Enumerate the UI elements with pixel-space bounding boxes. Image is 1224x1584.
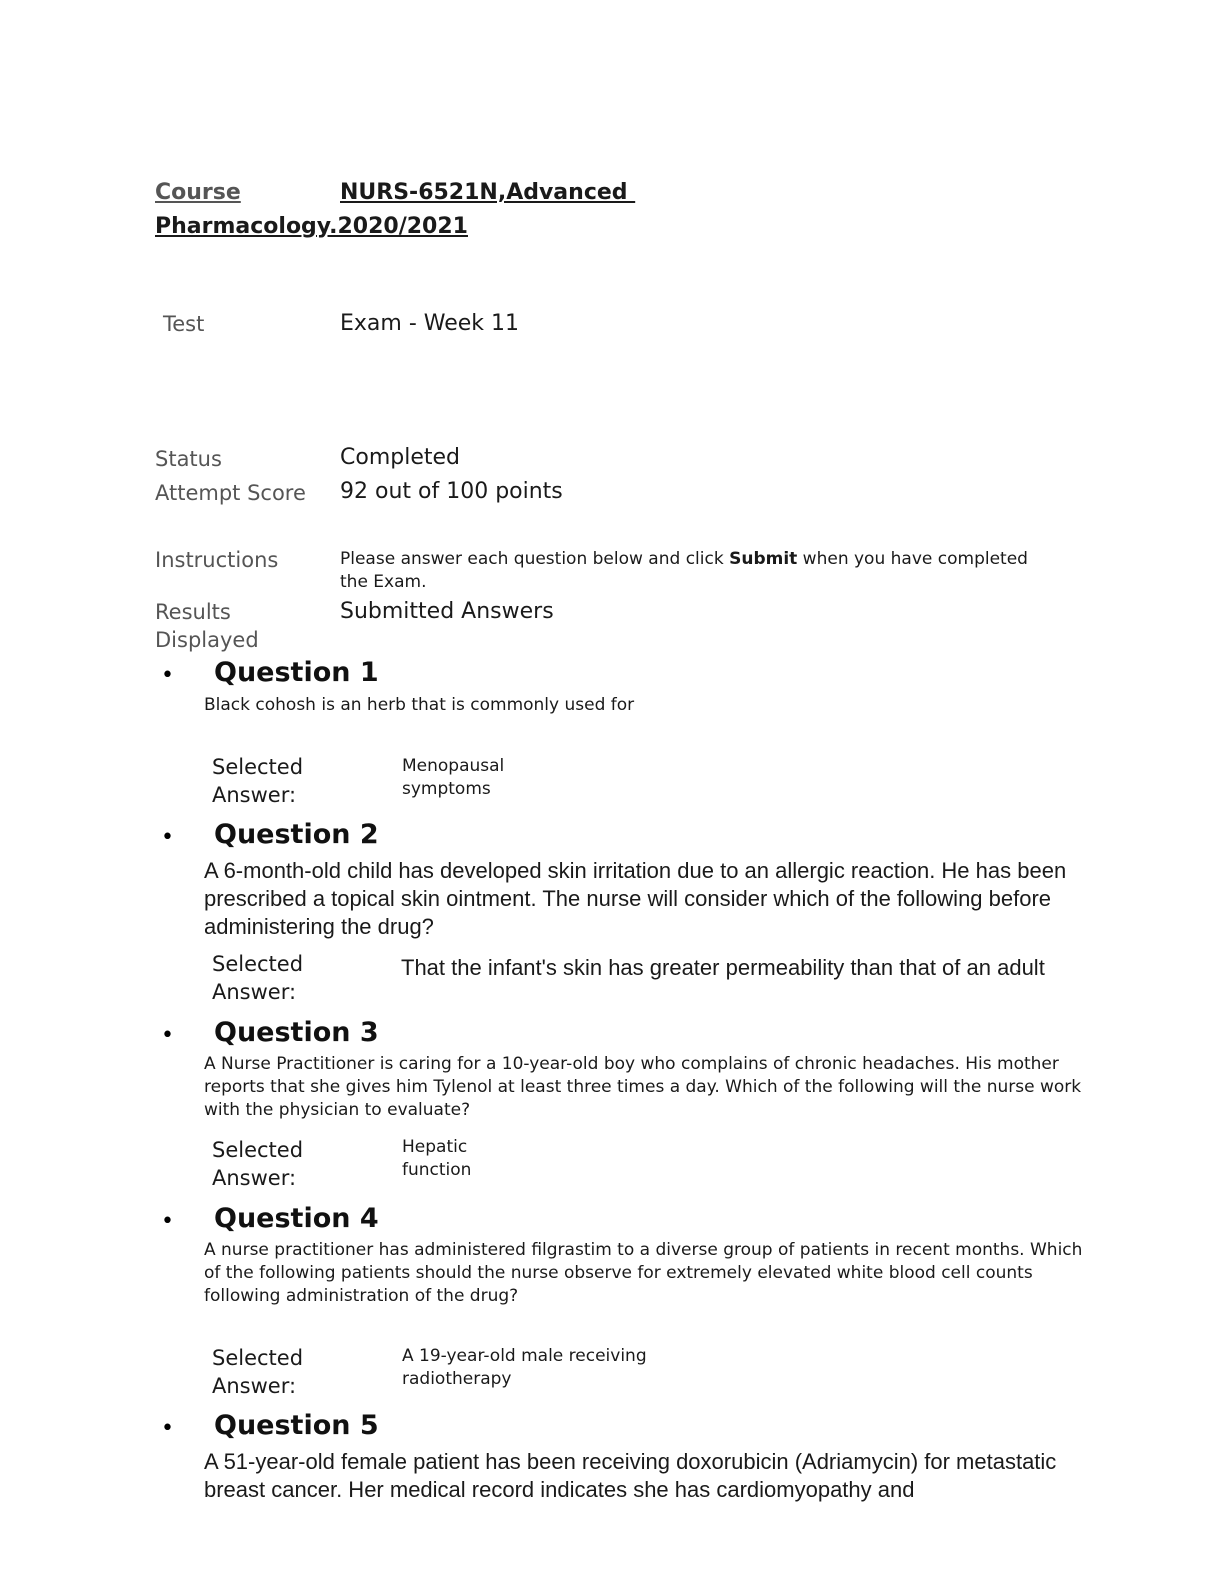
question-title: Question 5 [214,1410,379,1441]
selected-answer: That the infant's skin has greater permeability than that of an adult [401,955,1045,980]
instructions-label: Instructions [155,548,279,572]
selected-label-line2: Answer: [212,783,297,807]
results-displayed-label [155,598,259,654]
selected-answer [402,755,504,801]
course-value-line1: NURS-6521N,Advanced [340,180,636,205]
answer-line2: radiotherapy [402,1369,512,1389]
question-text: A 51-year-old female patient has been receiving doxorubicin (Adriamycin) for metastatic breast cancer. Her medical record indicates she has cardiomyopathy and [204,1449,1057,1502]
instructions-submit-word: Submit [729,549,798,569]
bullet-icon: • [161,663,174,688]
answer-line1: A 19-year-old male receiving [402,1346,647,1366]
instructions-text [340,548,1040,594]
selected-answer-label [212,1344,362,1400]
selected-answer-label [212,950,362,1006]
selected-answer-label [212,753,362,809]
results-displayed-value: Submitted Answers [340,599,554,624]
status-value: Completed [340,445,460,470]
selected-label-line2: Answer: [212,1374,297,1398]
answer-line2: function [402,1160,472,1180]
attempt-score-value: 92 out of 100 points [340,479,563,504]
selected-label-line2: Answer: [212,980,297,1004]
course-label: Course [155,180,241,205]
answer-line1: Hepatic [402,1137,468,1157]
course-value-line2: Pharmacology.2020/2021 [155,214,468,239]
question-text: Black cohosh is an herb that is commonly used for [204,695,635,715]
answer-line2: symptoms [402,779,491,799]
course-line [155,176,639,210]
test-value: Exam - Week 11 [340,311,520,336]
instructions-text-before: Please answer each question below and click [340,549,730,569]
answer-line1: Menopausal [402,756,505,776]
selected-label-line1: Selected [212,1346,304,1370]
attempt-score-label: Attempt Score [155,481,306,505]
question-title: Question 3 [214,1017,379,1048]
results-label-line2: Displayed [155,628,259,652]
selected-label-line1: Selected [212,952,304,976]
selected-label-line1: Selected [212,755,304,779]
selected-answer [402,1136,471,1182]
question-text: A Nurse Practitioner is caring for a 10-year-old boy who complains of chronic headaches. His mother reports that she gives him Tylenol at least three times a day. Which of the following will the nurse work with the physician to evaluate? [204,1054,1082,1120]
question-title: Question 2 [214,819,379,850]
test-label: Test [163,312,205,336]
bullet-icon: • [161,1416,174,1441]
selected-answer [402,1345,647,1391]
selected-answer-label [212,1136,362,1192]
bullet-icon: • [161,1023,174,1048]
question-title: Question 4 [214,1203,379,1234]
question-text: A 6-month-old child has developed skin irritation due to an allergic reaction. He has been prescribed a topical skin ointment. The nurse will consider which of the following before administering the drug? [204,858,1067,939]
instructions-text-after: when you have completed the Exam. [340,549,1028,592]
status-label: Status [155,447,222,471]
question-text: A nurse practitioner has administered filgrastim to a diverse group of patients in recent months. Which of the following patients should the nurse observe for extremely elevated white blood cell counts following administration of the drug? [204,1240,1083,1306]
results-label-line1: Results [155,600,231,624]
selected-label-line1: Selected [212,1138,304,1162]
course-header [155,176,639,244]
selected-label-line2: Answer: [212,1166,297,1190]
question-title: Question 1 [214,657,379,688]
bullet-icon: • [161,825,174,850]
bullet-icon: • [161,1209,174,1234]
